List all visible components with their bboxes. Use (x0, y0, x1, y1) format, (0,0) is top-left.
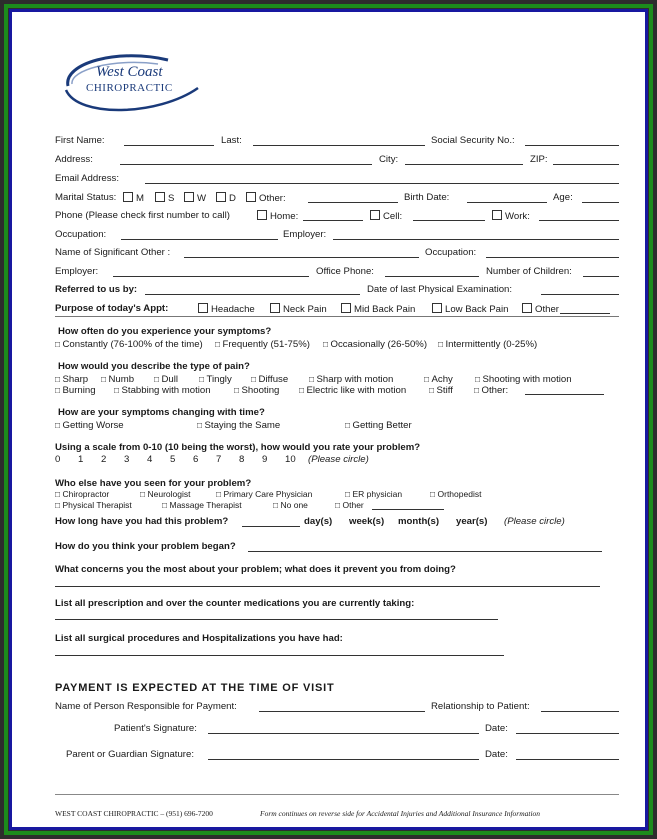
guardian-date-field[interactable] (516, 759, 619, 760)
option-label: Getting Worse (62, 420, 124, 431)
first-name-label: First Name: (55, 135, 105, 146)
unit-days[interactable]: day(s) (304, 516, 333, 527)
office-phone-label: Office Phone: (316, 266, 374, 277)
duration-note: (Please circle) (504, 516, 565, 527)
option-label: Sharp (62, 374, 89, 385)
referred-label: Referred to us by: (55, 284, 138, 295)
problem-began-field[interactable] (248, 551, 602, 552)
city-label: City: (379, 154, 399, 165)
scale-9[interactable]: 9 (262, 454, 268, 465)
checkbox-icon: □ (199, 374, 207, 384)
frequency-question: How often do you experience your symptoms? (58, 326, 272, 337)
marital-status-label: Marital Status: (55, 192, 117, 203)
option-label: Other: (481, 385, 509, 396)
checkbox-icon: □ (215, 339, 223, 349)
option-label: Tingly (206, 374, 232, 385)
freq-constant-option[interactable] (55, 338, 203, 351)
provider-pt-option[interactable] (55, 500, 132, 510)
purpose-neck-option[interactable] (270, 303, 327, 316)
checkbox-icon: □ (162, 500, 170, 510)
significant-other-field[interactable] (184, 257, 419, 258)
guardian-signature-field[interactable] (208, 759, 479, 760)
relationship-field[interactable] (541, 711, 619, 712)
pain-type-question: How would you describe the type of pain? (58, 361, 250, 372)
children-field[interactable] (583, 276, 619, 277)
work-phone-option[interactable] (492, 210, 530, 223)
provider-neuro-option[interactable] (140, 489, 191, 499)
checkbox-icon: □ (251, 374, 259, 384)
provider-ortho-option[interactable] (430, 489, 481, 499)
spouse-employer-label: Employer: (55, 266, 99, 277)
ssn-field[interactable] (525, 145, 619, 146)
change-same-option[interactable] (197, 419, 280, 432)
option-label: Shooting (241, 385, 280, 396)
intake-form-page (12, 12, 645, 827)
option-label: Other: (259, 193, 286, 204)
checkbox-icon: □ (429, 385, 437, 395)
birth-date-label: Birth Date: (404, 192, 450, 203)
problem-began-question: How do you think your problem began? (55, 541, 236, 552)
pain-shooting-option[interactable] (234, 384, 279, 397)
occupation-field[interactable] (121, 239, 278, 240)
providers-question: Who else have you seen for your problem? (55, 478, 252, 489)
scale-3[interactable]: 3 (124, 454, 130, 465)
footer-continuation-note: Form continues on reverse side for Accidental Injuries and Additional Insurance Information (260, 809, 541, 818)
checkbox-icon: □ (335, 500, 343, 510)
checkbox-icon (341, 303, 351, 313)
checkbox-icon: □ (114, 385, 122, 395)
option-label: Constantly (76-100% of the time) (62, 339, 203, 350)
checkbox-icon: □ (55, 420, 63, 430)
option-label: Achy (431, 374, 453, 385)
option-label: Staying the Same (204, 420, 281, 431)
phone-label: Phone (Please check first number to call) (55, 210, 230, 221)
checkbox-icon (123, 192, 133, 202)
option-label: M (136, 193, 144, 204)
scale-5[interactable]: 5 (170, 454, 176, 465)
checkbox-icon (370, 210, 380, 220)
email-field[interactable] (145, 183, 619, 184)
section-divider (55, 316, 619, 317)
first-name-field[interactable] (124, 145, 214, 146)
checkbox-icon: □ (55, 339, 63, 349)
cell-phone-option[interactable] (370, 210, 402, 223)
patient-date-label: Date: (485, 723, 508, 734)
provider-primary-option[interactable] (216, 489, 312, 499)
checkbox-icon (155, 192, 165, 202)
checkbox-icon (216, 192, 226, 202)
purpose-label: Purpose of today's Appt: (55, 303, 169, 314)
zip-field[interactable] (553, 164, 619, 165)
home-phone-field[interactable] (303, 220, 363, 221)
checkbox-icon (246, 192, 256, 202)
checkbox-icon (522, 303, 532, 313)
checkbox-icon (257, 210, 267, 220)
option-label: Physical Therapist (62, 500, 132, 510)
option-label: S (168, 193, 175, 204)
option-label: Dull (161, 374, 179, 385)
unit-years[interactable]: year(s) (456, 516, 488, 527)
scale-0[interactable]: 0 (55, 454, 61, 465)
checkbox-icon: □ (430, 489, 438, 499)
provider-er-option[interactable] (345, 489, 402, 499)
option-label: ER physician (352, 489, 403, 499)
pain-electric-option[interactable] (299, 384, 406, 397)
children-label: Number of Children: (486, 266, 572, 277)
option-label: Neurologist (147, 489, 191, 499)
pain-stabbing-option[interactable] (114, 384, 211, 397)
scale-10[interactable]: 10 (285, 454, 296, 465)
relationship-label: Relationship to Patient: (431, 701, 530, 712)
option-label: Numb (108, 374, 135, 385)
age-field[interactable] (582, 202, 619, 203)
option-label: Mid Back Pain (354, 304, 416, 315)
pain-scale-numbers[interactable] (55, 454, 369, 466)
scale-2[interactable]: 2 (101, 454, 107, 465)
option-label: Stabbing with motion (121, 385, 211, 396)
checkbox-icon: □ (438, 339, 446, 349)
change-better-option[interactable] (345, 419, 412, 432)
marital-s-option[interactable] (155, 192, 174, 205)
last-name-label: Last: (221, 135, 242, 146)
purpose-other-field[interactable] (560, 313, 610, 314)
provider-massage-option[interactable] (162, 500, 242, 510)
checkbox-icon: □ (345, 489, 353, 499)
checkbox-icon: □ (55, 385, 63, 395)
checkbox-icon: □ (101, 374, 109, 384)
medications-field[interactable] (55, 619, 498, 620)
office-phone-field[interactable] (385, 276, 479, 277)
pain-stiff-option[interactable] (429, 384, 453, 397)
concerns-field[interactable] (55, 586, 600, 587)
cell-phone-field[interactable] (413, 220, 485, 221)
surgeries-question: List all surgical procedures and Hospitalizations you have had: (55, 633, 343, 644)
option-label: Sharp with motion (316, 374, 394, 385)
concerns-question: What concerns you the most about your problem; what does it prevent you from doing? (55, 564, 456, 575)
medications-question: List all prescription and over the counter medications you are currently taking: (55, 598, 415, 609)
option-label: No one (280, 500, 308, 510)
duration-question: How long have you had this problem? (55, 516, 229, 527)
payment-heading: PAYMENT IS EXPECTED AT THE TIME OF VISIT (55, 682, 335, 694)
checkbox-icon: □ (154, 374, 162, 384)
unit-weeks[interactable]: week(s) (349, 516, 385, 527)
pain-burning-option[interactable] (55, 384, 96, 397)
change-worse-option[interactable] (55, 419, 124, 432)
symptom-change-question: How are your symptoms changing with time? (58, 407, 265, 418)
spouse-occupation-label: Occupation: (425, 247, 477, 258)
provider-other-field[interactable] (372, 509, 444, 510)
checkbox-icon: □ (55, 500, 63, 510)
option-label: W (197, 193, 207, 204)
checkbox-icon: □ (197, 420, 205, 430)
checkbox-icon: □ (299, 385, 307, 395)
patient-date-field[interactable] (516, 733, 619, 734)
option-label: Headache (211, 304, 255, 315)
scale-1[interactable]: 1 (78, 454, 84, 465)
guardian-signature-label: Parent or Guardian Signature: (66, 749, 194, 760)
option-label: Primary Care Physician (223, 489, 313, 499)
option-label: D (229, 193, 236, 204)
employer-field[interactable] (333, 239, 619, 240)
employer-label: Employer: (283, 229, 327, 240)
option-label: Occasionally (26-50%) (330, 339, 428, 350)
responsible-field[interactable] (259, 711, 425, 712)
occupation-label: Occupation: (55, 229, 107, 240)
checkbox-icon (492, 210, 502, 220)
option-label: Cell: (383, 211, 403, 222)
checkbox-icon: □ (140, 489, 148, 499)
option-label: Low Back Pain (445, 304, 509, 315)
scale-note: (Please circle) (308, 454, 369, 465)
option-label: Frequently (51-75%) (222, 339, 310, 350)
city-field[interactable] (405, 164, 523, 165)
checkbox-icon: □ (55, 489, 63, 499)
checkbox-icon (270, 303, 280, 313)
checkbox-icon (432, 303, 442, 313)
home-phone-option[interactable] (257, 210, 298, 223)
option-label: Getting Better (352, 420, 412, 431)
option-label: Work: (505, 211, 530, 222)
option-label: Shooting with motion (482, 374, 572, 385)
marital-w-option[interactable] (184, 192, 206, 205)
option-label: Massage Therapist (169, 500, 242, 510)
zip-label: ZIP: (530, 154, 548, 165)
clinic-logo (58, 48, 208, 118)
option-label: Diffuse (258, 374, 289, 385)
checkbox-icon (184, 192, 194, 202)
provider-none-option[interactable] (273, 500, 308, 510)
patient-signature-label: Patient's Signature: (114, 723, 197, 734)
marital-other-field[interactable] (308, 202, 398, 203)
purpose-headache-option[interactable] (198, 303, 255, 316)
purpose-midback-option[interactable] (341, 303, 415, 316)
scale-8[interactable]: 8 (239, 454, 245, 465)
responsible-label: Name of Person Responsible for Payment: (55, 701, 237, 712)
option-label: Stiff (436, 385, 453, 396)
pain-other-field[interactable] (525, 394, 604, 395)
checkbox-icon: □ (234, 385, 242, 395)
freq-occasional-option[interactable] (323, 338, 427, 351)
email-label: Email Address: (55, 173, 119, 184)
spouse-occupation-field[interactable] (486, 257, 619, 258)
footer-divider (55, 794, 619, 795)
purpose-other-option[interactable] (522, 303, 559, 316)
last-name-field[interactable] (253, 145, 425, 146)
ssn-label: Social Security No.: (431, 135, 515, 146)
option-label: Orthopedist (437, 489, 482, 499)
footer-clinic-info: WEST COAST CHIROPRACTIC – (951) 696-7200 (55, 809, 213, 818)
marital-other-option[interactable] (246, 192, 286, 205)
work-phone-field[interactable] (539, 220, 619, 221)
checkbox-icon: □ (345, 420, 353, 430)
scale-6[interactable]: 6 (193, 454, 199, 465)
pain-scale-question: Using a scale from 0-10 (10 being the worst), how would you rate your problem? (55, 442, 421, 453)
provider-other-option[interactable] (335, 500, 364, 510)
marital-d-option[interactable] (216, 192, 236, 205)
logo-line2: CHIROPRACTIC (86, 82, 173, 94)
duration-field[interactable] (242, 526, 300, 527)
surgeries-field[interactable] (55, 655, 504, 656)
checkbox-icon: □ (216, 489, 224, 499)
option-label: Other (535, 304, 559, 315)
checkbox-icon: □ (273, 500, 281, 510)
freq-intermittent-option[interactable] (438, 338, 537, 351)
option-label: Other (342, 500, 364, 510)
option-label: Burning (62, 385, 96, 396)
checkbox-icon: □ (474, 385, 482, 395)
scale-7[interactable]: 7 (216, 454, 222, 465)
checkbox-icon: □ (424, 374, 432, 384)
spouse-employer-field[interactable] (113, 276, 309, 277)
pain-other-option[interactable] (474, 384, 508, 397)
significant-other-label: Name of Significant Other : (55, 247, 171, 258)
option-label: Electric like with motion (306, 385, 407, 396)
checkbox-icon: □ (323, 339, 331, 349)
guardian-date-label: Date: (485, 749, 508, 760)
last-exam-field[interactable] (541, 294, 619, 295)
option-label: Neck Pain (283, 304, 327, 315)
purpose-lowback-option[interactable] (432, 303, 508, 316)
option-label: Home: (270, 211, 299, 222)
option-label: Intermittently (0-25%) (445, 339, 538, 350)
logo-line1: West Coast (96, 64, 163, 80)
checkbox-icon (198, 303, 208, 313)
unit-months[interactable]: month(s) (398, 516, 440, 527)
birth-date-field[interactable] (467, 202, 547, 203)
option-label: Chiropractor (62, 489, 110, 499)
last-exam-label: Date of last Physical Examination: (367, 284, 513, 295)
address-field[interactable] (120, 164, 372, 165)
provider-chiro-option[interactable] (55, 489, 109, 499)
patient-signature-field[interactable] (208, 733, 479, 734)
age-label: Age: (553, 192, 573, 203)
freq-frequent-option[interactable] (215, 338, 310, 351)
checkbox-icon: □ (475, 374, 483, 384)
checkbox-icon: □ (309, 374, 317, 384)
referred-field[interactable] (145, 294, 360, 295)
marital-m-option[interactable] (123, 192, 144, 205)
scale-4[interactable]: 4 (147, 454, 153, 465)
address-label: Address: (55, 154, 93, 165)
checkbox-icon: □ (55, 374, 63, 384)
